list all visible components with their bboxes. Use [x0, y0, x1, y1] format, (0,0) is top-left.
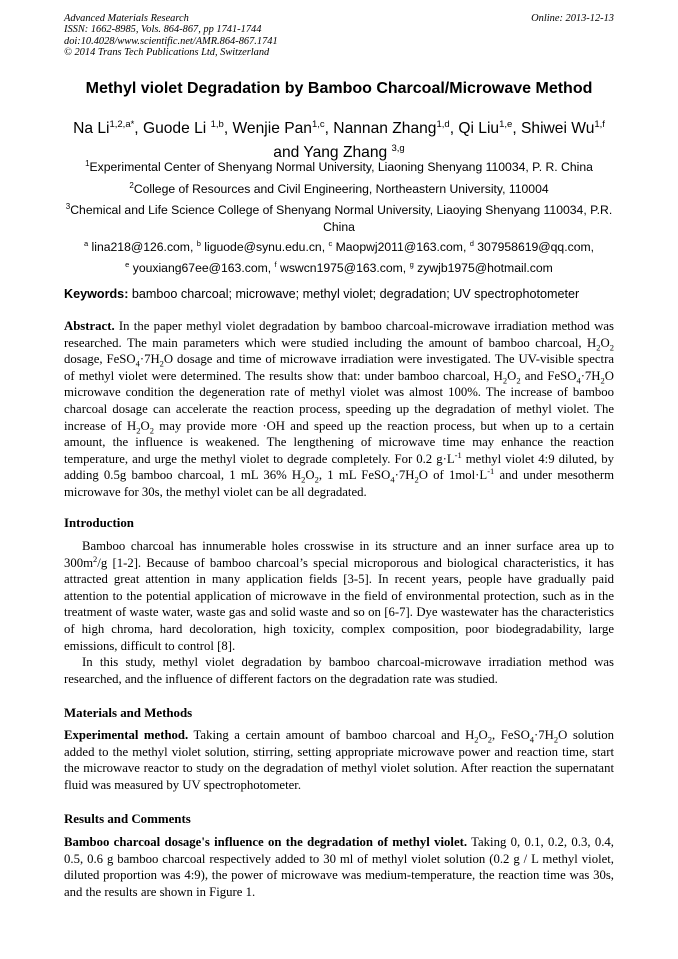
online-date: Online: 2013-12-13 [531, 13, 614, 24]
affiliation-sup: 2 [129, 181, 134, 190]
results-label: Bamboo charcoal dosage's influence on the degradation of methyl violet. [64, 835, 468, 849]
intro-text: Bamboo charcoal has innumerable holes crosswise in its structure and an inner surface area up to 300m [64, 539, 614, 570]
author-sup: 1,b [210, 119, 224, 130]
abstract-text: O of 1mol·L [418, 468, 488, 483]
journal-name: Advanced Materials Research [64, 13, 189, 24]
author-sup: 1,f [594, 119, 605, 130]
author-name: Na Li [73, 120, 110, 138]
email-sup: g [409, 260, 414, 270]
paper-title: Methyl violet Degradation by Bamboo Charcoal/Microwave Method [85, 80, 593, 97]
email: wswcn1975@163.com, [276, 261, 410, 276]
email-sup: d [469, 239, 474, 248]
abstract-text: and FeSO [520, 368, 577, 383]
abstract-text: O [305, 468, 315, 483]
affiliation-sup: 3 [65, 202, 71, 211]
abstract-text: O microwave condition the degeneration rate of methyl violet was almost 100%. The increase of bamboo charcoal dosage can accelerate the reaction process, speeding up the degradation of methyl violet. The increase of H [64, 368, 614, 433]
subscript: 4 [390, 474, 395, 485]
heading-materials-methods: Materials and Methods [64, 706, 193, 720]
author-sup: 1,c [311, 119, 325, 130]
author-name: and Yang Zhang [273, 144, 392, 162]
subscript: 4 [576, 375, 581, 386]
methods-text: O [478, 728, 488, 742]
email-sup: e [125, 260, 130, 270]
methods-text: , FeSO [492, 728, 530, 742]
author-name: , Shiwei Wu [512, 120, 595, 138]
abstract-text: dosage, FeSO [64, 352, 136, 367]
journal-doi: doi:10.4028/www.scientific.net/AMR.864-867.1741 [64, 35, 278, 47]
abstract-label: Abstract. [64, 319, 115, 333]
subscript: 2 [159, 358, 164, 369]
email: 307958619@qq.com, [473, 240, 595, 255]
subscript: 2 [596, 342, 601, 353]
email: zywjb1975@hotmail.com [413, 261, 553, 276]
abstract-text: In the paper methyl violet degradation by bamboo charcoal-microwave irradiation method was researched. The main parameters which were studied including the amount of bamboo charcoal, H [64, 319, 614, 350]
intro-text: /g [1-2]. Because of bamboo charcoal’s special microporous and biological characteristics, it has attracted great attention in many application fields [3-5]. In recent years, people have gradually paid attention to the potential application of microwave in the field of environmental protection, such as in the treatment of waste water, waste gas and solid waste and so on [6-7]. Dye wastewater has the characteristics of high chroma, hard decoloration, high toxicity, complex composition, poor biodegradability, large emissions, difficult to control [8]. [64, 555, 614, 653]
introduction-body [64, 538, 614, 687]
email-list [64, 235, 614, 277]
email-sup: a [83, 239, 89, 248]
subscript: 2 [553, 734, 559, 745]
abstract-text: ·7H [580, 368, 601, 383]
subscript: 2 [301, 474, 306, 485]
author-sup: 3,g [391, 143, 405, 155]
author-sup: 1,2,a* [109, 119, 135, 130]
author-sup: 1,e [499, 119, 513, 130]
subscript: 2 [502, 375, 508, 386]
author-sup: 1,d [436, 119, 450, 130]
subscript: 2 [136, 425, 141, 436]
keywords-text: bamboo charcoal; microwave; methyl violet; degradation; UV spectrophotometer [128, 287, 580, 301]
affiliation-text: College of Resources and Civil Engineering, Northeastern University, 110004 [133, 182, 549, 197]
subscript: 4 [135, 358, 140, 369]
keywords [64, 286, 614, 303]
keywords-label: Keywords: [64, 287, 129, 301]
subscript: 2 [609, 342, 614, 353]
methods-text: ·7H [534, 728, 554, 742]
abstract [64, 318, 614, 501]
author-name: , Qi Liu [449, 120, 500, 138]
abstract-text: may provide more ·OH and speed up the reaction process, but when up to a certain amount, the influence is weakened. The lengthening of microwave time may enhance the reaction temperature, and urge the methyl violet to degrade completely. For 0.2 g·L [64, 418, 614, 466]
journal-header [64, 13, 614, 58]
affiliation-1 [64, 155, 614, 176]
subscript: 2 [149, 425, 154, 436]
affiliation-2 [64, 177, 614, 198]
superscript: -1 [454, 449, 462, 460]
methods-text: O solution added to the methyl violet solution, stirring, setting appropriate microwave power and reaction time, start the microwave reactor to study on the degradation of methyl violet solution. After reaction the supernatant fluid was measured by UV spectrophotometer. [64, 728, 614, 792]
affiliation-3 [64, 198, 614, 236]
methods-body [64, 727, 614, 793]
subscript: 2 [414, 474, 419, 485]
author-name: , Guode Li [134, 120, 211, 138]
heading-introduction: Introduction [64, 516, 134, 530]
heading-results: Results and Comments [64, 812, 191, 826]
affiliation-sup: 1 [85, 159, 90, 168]
methods-label: Experimental method. [64, 728, 189, 742]
author-name: , Nannan Zhang [324, 120, 437, 138]
subscript: 4 [529, 734, 535, 745]
abstract-text: methyl violet 4:9 diluted, by adding 0.5g bamboo charcoal, 1 mL 36% H [64, 451, 614, 483]
subscript: 2 [516, 375, 521, 386]
subscript: 2 [600, 375, 605, 386]
subscript: 2 [314, 474, 319, 485]
email-sup: c [328, 239, 333, 248]
email: lina218@126.com, [88, 240, 197, 255]
intro-paragraph-2: In this study, methyl violet degradation by bamboo charcoal-microwave irradiation method was researched, and the influence of different factors on the degradation rate was studied. [64, 655, 614, 686]
email: Maopwj2011@163.com, [332, 240, 470, 255]
abstract-text: ·7H [139, 352, 160, 367]
abstract-text: O [600, 335, 610, 350]
subscript: 2 [487, 734, 492, 745]
affiliation-text: Experimental Center of Shenyang Normal University, Liaoning Shenyang 110034, P. R. China [89, 160, 593, 175]
email: youxiang67ee@163.com, [129, 261, 275, 276]
abstract-text: O dosage and time of microwave irradiation were investigated. The UV-visible spectra of methyl violet were determined. The results show that: under bamboo charcoal, H [64, 352, 614, 383]
author-name: , Wenjie Pan [223, 120, 312, 138]
affiliation-text: Chemical and Life Science College of Shenyang Normal University, Liaoying Shenyang 110034, P.R. China [70, 203, 613, 235]
subscript: 2 [474, 734, 479, 745]
journal-issn: ISSN: 1662-8985, Vols. 864-867, pp 1741-1744 [64, 24, 262, 36]
abstract-text: O [507, 368, 517, 383]
abstract-text: O [140, 418, 150, 433]
superscript: -1 [487, 466, 495, 477]
abstract-text: ·7H [394, 468, 415, 483]
results-body [64, 834, 614, 900]
results-text: Taking 0, 0.1, 0.2, 0.3, 0.4, 0.5, 0.6 g bamboo charcoal respectively added to 30 ml of methyl violet solution (0.2 g / L methyl violet, diluted proportion was 4:9), the power of microwave was medium-temperature, the reaction time was 30s, and the results are shown in Figure 1. [64, 835, 614, 899]
abstract-text: , 1 mL FeSO [318, 468, 391, 483]
journal-copyright: © 2014 Trans Tech Publications Ltd, Switzerland [64, 46, 270, 58]
email: liguode@synu.edu.cn, [200, 240, 329, 255]
abstract-text: and under mesotherm microwave for 30s, the methyl violet can be all degradated. [64, 468, 615, 499]
methods-text: Taking a certain amount of bamboo charcoal and H [188, 728, 475, 742]
superscript: 2 [93, 553, 98, 564]
email-sup: f [274, 260, 277, 270]
email-sup: b [196, 239, 201, 248]
